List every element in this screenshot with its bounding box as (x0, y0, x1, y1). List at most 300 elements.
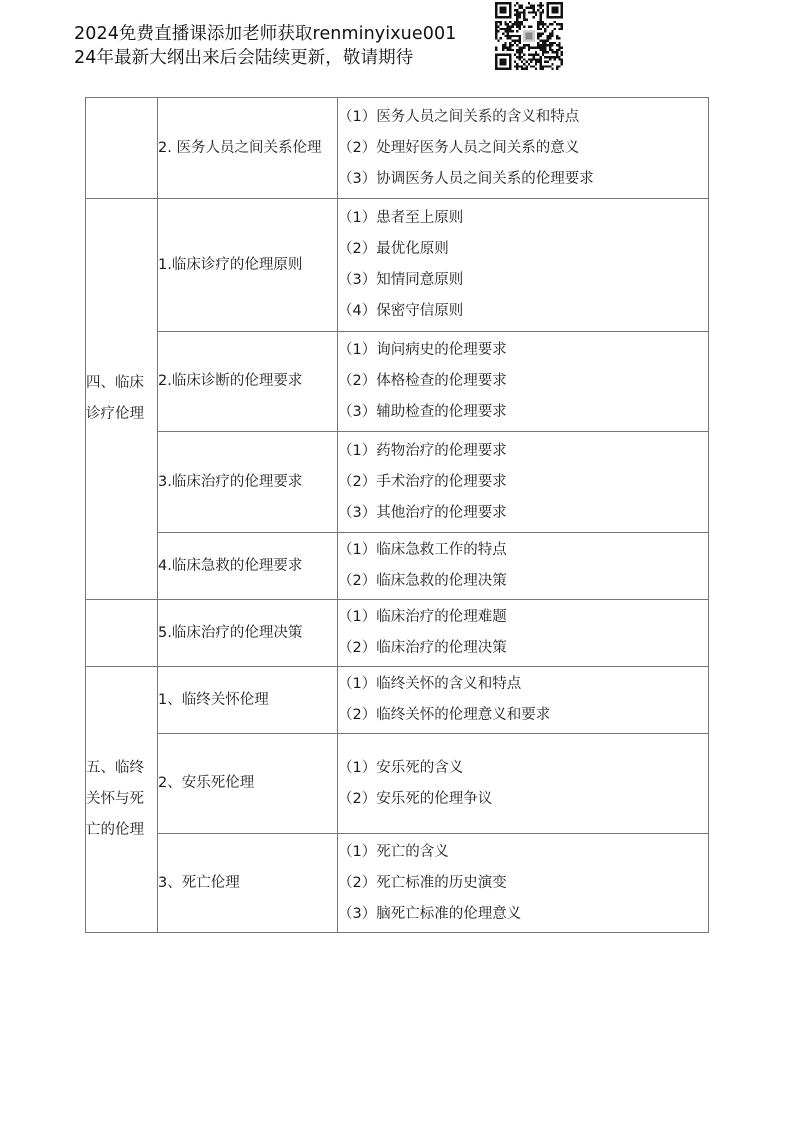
qr-module (540, 2, 542, 4)
qr-module (525, 61, 527, 63)
points-cell (338, 667, 709, 734)
qr-module (544, 23, 546, 25)
qr-module (561, 25, 563, 27)
qr-module (521, 68, 523, 70)
qr-module (544, 28, 546, 30)
point-item: （2）体格检查的伦理要求 (338, 373, 507, 389)
qr-module (530, 7, 532, 9)
qr-module (556, 44, 558, 46)
qr-module (549, 56, 551, 58)
qr-module (533, 9, 535, 11)
qr-module (535, 47, 537, 49)
qr-module (516, 56, 518, 58)
table-row (86, 199, 709, 332)
qr-module (540, 18, 542, 20)
qr-module (530, 47, 532, 49)
qr-module (537, 42, 539, 44)
qr-module (530, 58, 532, 60)
qr-module (540, 21, 542, 23)
qr-module (547, 44, 549, 46)
qr-module (540, 23, 542, 25)
qr-module (537, 44, 539, 46)
qr-module (547, 37, 549, 39)
topic-cell (158, 667, 338, 734)
points-cell (338, 834, 709, 933)
qr-module (561, 61, 563, 63)
qr-module (518, 4, 520, 6)
qr-module (521, 47, 523, 49)
qr-module (540, 28, 542, 30)
qr-module (544, 47, 546, 49)
qr-module (521, 11, 523, 13)
qr-module (561, 47, 563, 49)
qr-module (509, 37, 511, 39)
qr-module (537, 54, 539, 56)
qr-module (528, 11, 530, 13)
qr-module (556, 49, 558, 51)
qr-module (495, 32, 497, 34)
qr-module (514, 21, 516, 23)
qr-module (507, 28, 509, 30)
qr-module (495, 47, 497, 49)
qr-module (507, 37, 509, 39)
section-label: 五、临终关怀与死亡的伦理 (86, 760, 144, 838)
qr-module (495, 21, 497, 23)
qr-module (547, 35, 549, 37)
qr-module (521, 51, 523, 53)
point-item: （1）患者至上原则 (338, 210, 464, 226)
qr-module (540, 32, 542, 34)
qr-module (518, 7, 520, 9)
qr-module (542, 44, 544, 46)
qr-module (542, 51, 544, 53)
qr-module (558, 42, 560, 44)
section-label: 四、临床诊疗伦理 (86, 375, 144, 422)
qr-module (542, 68, 544, 70)
qr-module (544, 30, 546, 32)
qr-module (556, 56, 558, 58)
qr-module (551, 23, 553, 25)
qr-module (542, 23, 544, 25)
qr-module (540, 40, 542, 42)
qr-module (542, 42, 544, 44)
header-line-1: 2024免费直播课添加老师获取renminyixue001 (74, 24, 457, 44)
qr-module (523, 47, 525, 49)
qr-module (511, 23, 513, 25)
qr-module (495, 35, 497, 37)
qr-module (502, 47, 504, 49)
qr-module (540, 47, 542, 49)
qr-module (514, 9, 516, 11)
qr-module (554, 56, 556, 58)
qr-module (533, 4, 535, 6)
qr-module (495, 30, 497, 32)
qr-module (514, 35, 516, 37)
qr-module (518, 54, 520, 56)
point-item: （1）安乐死的含义 (338, 759, 464, 776)
qr-module (495, 37, 497, 39)
qr-module (521, 65, 523, 67)
qr-module (540, 56, 542, 58)
qr-module (535, 54, 537, 56)
qr-module (561, 28, 563, 30)
qr-module (514, 23, 516, 25)
qr-module (518, 21, 520, 23)
table-row (86, 533, 709, 600)
points-cell (338, 432, 709, 533)
qr-module (544, 56, 546, 58)
qr-module (540, 58, 542, 60)
qr-module (504, 23, 506, 25)
qr-code-graphic (495, 2, 563, 70)
qr-module (530, 54, 532, 56)
qr-module (511, 25, 513, 27)
topic-cell (158, 432, 338, 533)
qr-module (528, 44, 530, 46)
qr-module (504, 30, 506, 32)
qr-module (540, 49, 542, 51)
qr-module (535, 63, 537, 65)
topic-label: 3、死亡伦理 (158, 874, 240, 891)
qr-module (551, 35, 553, 37)
qr-module (518, 49, 520, 51)
qr-module (516, 30, 518, 32)
qr-module (561, 51, 563, 53)
qr-module (549, 42, 551, 44)
qr-module (500, 23, 502, 25)
qr-module (556, 35, 558, 37)
qr-module (549, 35, 551, 37)
qr-module (554, 21, 556, 23)
point-item: （1）死亡的含义 (338, 843, 449, 860)
qr-module (542, 4, 544, 6)
qr-code[interactable] (495, 2, 563, 70)
qr-module (518, 11, 520, 13)
qr-module (500, 37, 502, 39)
qr-module (537, 21, 539, 23)
points-cell (338, 734, 709, 834)
qr-module (547, 25, 549, 27)
section-cell (86, 98, 158, 199)
qr-module (502, 44, 504, 46)
qr-module (554, 42, 556, 44)
qr-module (495, 28, 497, 30)
qr-module (537, 35, 539, 37)
qr-module (509, 30, 511, 32)
qr-module (542, 40, 544, 42)
qr-module (533, 11, 535, 13)
qr-module (535, 68, 537, 70)
qr-module (540, 68, 542, 70)
qr-module (518, 58, 520, 60)
qr-module (528, 25, 530, 27)
topic-label: 4.临床急救的伦理要求 (158, 557, 303, 574)
qr-module (523, 68, 525, 70)
qr-module (500, 21, 502, 23)
qr-module (521, 56, 523, 58)
qr-module (511, 30, 513, 32)
qr-module (540, 65, 542, 67)
qr-module (511, 44, 513, 46)
qr-module (521, 61, 523, 63)
point-item: （1）临床急救工作的特点 (338, 542, 507, 558)
qr-module (542, 32, 544, 34)
qr-module (516, 44, 518, 46)
qr-module (533, 16, 535, 18)
qr-module (535, 51, 537, 53)
qr-module (511, 49, 513, 51)
qr-module (518, 16, 520, 18)
qr-module (509, 49, 511, 51)
qr-module (525, 44, 527, 46)
qr-module (542, 21, 544, 23)
qr-module (514, 4, 516, 6)
qr-module (523, 18, 525, 20)
qr-module (504, 42, 506, 44)
qr-module (558, 47, 560, 49)
qr-module (502, 32, 504, 34)
qr-module (516, 9, 518, 11)
qr-module (540, 11, 542, 13)
qr-module (537, 23, 539, 25)
qr-module (533, 65, 535, 67)
qr-module (514, 14, 516, 16)
points-cell (338, 600, 709, 667)
topic-label: 1、临终关怀伦理 (158, 691, 269, 708)
point-item: （2）手术治疗的伦理要求 (338, 473, 507, 490)
qr-module (540, 7, 542, 9)
qr-module (556, 51, 558, 53)
qr-module (516, 16, 518, 18)
qr-module (509, 21, 511, 23)
table-row (86, 432, 709, 533)
qr-module (514, 65, 516, 67)
qr-module (497, 30, 499, 32)
qr-module (558, 28, 560, 30)
qr-module (558, 58, 560, 60)
qr-module (549, 47, 551, 49)
qr-module (502, 28, 504, 30)
qr-module (528, 2, 530, 4)
qr-module (551, 32, 553, 34)
qr-module (516, 25, 518, 27)
qr-module (509, 44, 511, 46)
qr-module (540, 16, 542, 18)
topic-label: 5.临床治疗的伦理决策 (158, 624, 303, 641)
table-row (86, 600, 709, 667)
qr-module (516, 11, 518, 13)
qr-module (547, 40, 549, 42)
qr-module (561, 58, 563, 60)
topic-cell (158, 734, 338, 834)
qr-module (547, 61, 549, 63)
qr-module (530, 4, 532, 6)
qr-module (558, 65, 560, 67)
qr-module (516, 35, 518, 37)
qr-module (509, 28, 511, 30)
qr-module (497, 40, 499, 42)
qr-module (518, 40, 520, 42)
topic-label: 3.临床治疗的伦理要求 (158, 473, 303, 490)
point-item: （1）询问病史的伦理要求 (338, 342, 507, 358)
qr-module (500, 28, 502, 30)
qr-module (525, 32, 532, 39)
topic-label: 2.临床诊断的伦理要求 (158, 373, 303, 389)
qr-module (549, 37, 551, 39)
qr-module (521, 23, 523, 25)
qr-module (518, 56, 520, 58)
qr-module (514, 42, 516, 44)
qr-module (511, 35, 513, 37)
qr-module (558, 56, 560, 58)
qr-module (504, 28, 506, 30)
qr-module (547, 51, 549, 53)
qr-module (507, 23, 509, 25)
qr-module (523, 63, 525, 65)
qr-module (547, 56, 549, 58)
qr-module (551, 51, 553, 53)
qr-module (558, 44, 560, 46)
qr-module (495, 23, 497, 25)
table-row (86, 667, 709, 734)
qr-module (554, 58, 556, 60)
point-item: （3）知情同意原则 (338, 272, 464, 288)
qr-module (495, 49, 497, 51)
topic-label: 2. 医务人员之间关系伦理 (158, 139, 322, 156)
qr-module (516, 68, 518, 70)
qr-module (523, 54, 525, 56)
qr-module (540, 35, 542, 37)
qr-module (556, 37, 558, 39)
qr-module (509, 42, 511, 44)
qr-module (518, 37, 520, 39)
qr-module (556, 23, 558, 25)
qr-module (504, 35, 506, 37)
qr-module (535, 11, 537, 13)
topic-cell (158, 98, 338, 199)
qr-module (537, 58, 539, 60)
qr-module (504, 47, 506, 49)
qr-module (500, 58, 507, 65)
qr-module (551, 56, 553, 58)
qr-module (542, 49, 544, 51)
qr-module (509, 35, 511, 37)
qr-module (556, 68, 558, 70)
qr-module (537, 61, 539, 63)
point-item: （2）临终关怀的伦理意义和要求 (338, 707, 551, 723)
point-item: （4）保密守信原则 (338, 303, 464, 319)
qr-module (523, 11, 525, 13)
table-row (86, 734, 709, 834)
points-cell (338, 332, 709, 432)
qr-module (549, 44, 551, 46)
topic-cell (158, 332, 338, 432)
qr-module (518, 51, 520, 53)
qr-module (521, 21, 523, 23)
qr-module (537, 32, 539, 34)
points-cell (338, 533, 709, 600)
qr-module (518, 65, 520, 67)
qr-module (540, 44, 542, 46)
point-item: （3）脑死亡标准的伦理意义 (338, 905, 522, 922)
qr-module (544, 44, 546, 46)
point-item: （2）临床治疗的伦理决策 (338, 640, 507, 656)
topic-cell (158, 834, 338, 933)
qr-module (516, 18, 518, 20)
qr-module (544, 40, 546, 42)
qr-module (523, 58, 525, 60)
qr-module (558, 37, 560, 39)
qr-module (533, 58, 535, 60)
qr-module (533, 7, 535, 9)
qr-module (507, 25, 509, 27)
qr-module (518, 23, 520, 25)
qr-module (540, 4, 542, 6)
topic-label: 2、安乐死伦理 (158, 775, 255, 791)
qr-module (507, 30, 509, 32)
qr-module (504, 44, 506, 46)
qr-module (544, 65, 546, 67)
qr-module (523, 25, 525, 27)
qr-module (516, 2, 518, 4)
point-item: （3）其他治疗的伦理要求 (338, 504, 507, 521)
topic-cell (158, 600, 338, 667)
qr-module (540, 14, 542, 16)
qr-module (518, 42, 520, 44)
qr-module (561, 23, 563, 25)
qr-module (535, 58, 537, 60)
section-cell (86, 199, 158, 600)
qr-module (542, 25, 544, 27)
qr-module (497, 21, 499, 23)
qr-module (507, 47, 509, 49)
qr-module (533, 47, 535, 49)
qr-module (518, 35, 520, 37)
qr-module (516, 65, 518, 67)
qr-module (518, 25, 520, 27)
point-item: （1）临终关怀的含义和特点 (338, 676, 522, 692)
qr-module (551, 42, 553, 44)
point-item: （1）医务人员之间关系的含义和特点 (338, 108, 580, 125)
qr-module (509, 25, 511, 27)
qr-module (551, 63, 553, 65)
topic-cell (158, 533, 338, 600)
qr-module (542, 9, 544, 11)
point-item: （3）辅助检查的伦理要求 (338, 404, 507, 420)
qr-module (530, 11, 532, 13)
qr-module (528, 47, 530, 49)
qr-module (544, 42, 546, 44)
qr-module (528, 58, 530, 60)
qr-module (537, 47, 539, 49)
qr-module (556, 65, 558, 67)
qr-module (518, 14, 520, 16)
qr-module (528, 49, 530, 51)
topic-label: 1.临床诊疗的伦理原则 (158, 256, 303, 273)
point-item: （1）药物治疗的伦理要求 (338, 442, 507, 459)
qr-module (535, 14, 537, 16)
qr-module (523, 44, 525, 46)
qr-module (551, 49, 553, 51)
qr-module (551, 30, 553, 32)
qr-module (542, 11, 544, 13)
qr-module (540, 61, 542, 63)
qr-module (528, 7, 530, 9)
point-item: （2）处理好医务人员之间关系的意义 (338, 139, 580, 156)
qr-module (514, 40, 516, 42)
point-item: （2）安乐死的伦理争议 (338, 790, 493, 807)
qr-module (551, 44, 553, 46)
